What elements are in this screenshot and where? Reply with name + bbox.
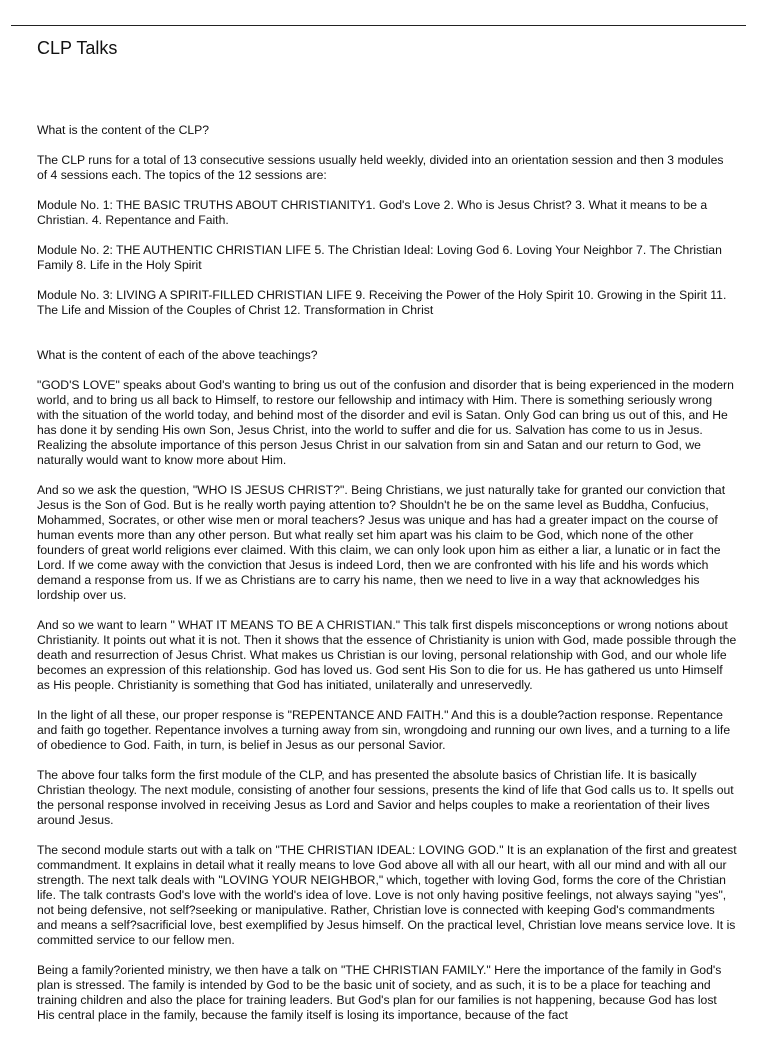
module-paragraph: Module No. 2: THE AUTHENTIC CHRISTIAN LIFE 5. The Christian Ideal: Loving God 6. Loving Your Neighbor 7. The Christian Family 8. Life in the Holy Spirit [37,243,722,272]
paragraph: Being a family?oriented ministry, we then have a talk on "THE CHRISTIAN FAMILY." Here the importance of the family in God's plan is stressed. The family is intended by God to be the basic unit of society, and as such, it is to be a place for teaching and training children and also the place for training leaders. But God's plan for our families is not happening, because God has lost His central place in the family, because the family itself is losing its importance, because of the fact [37,963,722,1022]
spacer [37,333,737,348]
question-heading: What is the content of the CLP? [37,123,210,137]
page-title: CLP Talks [37,38,118,58]
paragraph: "GOD'S LOVE" speaks about God's wanting to bring us out of the confusion and disorder that is being experienced in the modern world, and to bring us all back to Himself, to restore our fellowship and intimacy with Him. There is something seriously wrong with the situation of the world today, and behind most of the disorder and evil is Satan. Only God can bring us out of this, and He has done it by sending His own Son, Jesus Christ, into the world to suffer and die for us. Salvation has come to us in Jesus. Realizing the absolute importance of this person Jesus Christ in our salvation from sin and Satan and our return to God, we naturally would want to know more about Him. [37,378,734,467]
paragraph: The second module starts out with a talk on "THE CHRISTIAN IDEAL: LOVING GOD." It is an explanation of the first and greatest commandment. It explains in detail what it really means to love God above all with all our heart, with all our mind and with all our strength. The next talk deals with "LOVING YOUR NEIGHBOR," which, together with loving God, forms the core of the Christian life. The talk contrasts God's love with the world's idea of love. Love is not only having positive feelings, not always saying "yes", not being defensive, not self?seeking or manipulative. Rather, Christian love is connected with keeping God's commandments and means a self?sacrificial love, best exemplified by Jesus himself. On the practical level, Christian love means service love. It is committed service to our fellow men. [37,843,737,947]
header-rule [11,25,746,26]
module-paragraph: Module No. 1: THE BASIC TRUTHS ABOUT CHRISTIANITY1. God's Love 2. Who is Jesus Christ? 3. What it means to be a Christian. 4. Repentance and Faith. [37,198,708,227]
paragraph: In the light of all these, our proper response is "REPENTANCE AND FAITH." And this is a double?action response. Repentance and faith go together. Repentance involves a turning away from sin, wrongdoing and running our own lives, and a turning to a life of obedience to God. Faith, in turn, is belief in Jesus as our personal Savior. [37,708,731,752]
document-body [37,123,737,1038]
paragraph: The above four talks form the first module of the CLP, and has presented the absolute basics of Christian life. It is basically Christian theology. The next module, consisting of another four sessions, presents the kind of life that God calls us to. It spells out the personal response involved in receiving Jesus as Lord and Savior and helps couples to make a reorientation of their lives around Jesus. [37,768,734,827]
question-heading: What is the content of each of the above teachings? [37,348,318,362]
paragraph: And so we ask the question, "WHO IS JESUS CHRIST?". Being Christians, we just naturally take for granted our conviction that Jesus is the Son of God. But is he really worth paying attention to? Shouldn't he be on the same level as Buddha, Confucius, Mohammed, Socrates, or other wise men or moral teachers? Jesus was unique and has had a greater impact on the course of human events more than any other person. But what really set him apart was his claim to be God, which none of the other founders of great world religions ever claimed. With this claim, we can only look upon him as either a liar, a lunatic or in fact the Lord. If we come away with the conviction that Jesus is indeed Lord, then we are confronted with his life and his words which demand a response from us. If we as Christians are to carry his name, then we need to live in a way that acknowledges his lordship over us. [37,483,726,602]
paragraph: And so we want to learn " WHAT IT MEANS TO BE A CHRISTIAN." This talk first dispels misconceptions or wrong notions about Christianity. It points out what it is not. Then it shows that the essence of Christianity is union with God, made possible through the death and resurrection of Jesus Christ. What makes us Christian is our loving, personal relationship with God, and our whole life becomes an expression of this relationship. God has loved us. God sent His Son to die for us. He has gathered us unto Himself as His people. Christianity is something that God has initiated, unilaterally and unreservedly. [37,618,737,692]
paragraph: The CLP runs for a total of 13 consecutive sessions usually held weekly, divided into an orientation session and then 3 modules of 4 sessions each. The topics of the 12 sessions are: [37,153,724,182]
module-paragraph: Module No. 3: LIVING A SPIRIT-FILLED CHRISTIAN LIFE 9. Receiving the Power of the Holy Spirit 10. Growing in the Spirit 11. The Life and Mission of the Couples of Christ 12. Transformation in Christ [37,288,727,317]
